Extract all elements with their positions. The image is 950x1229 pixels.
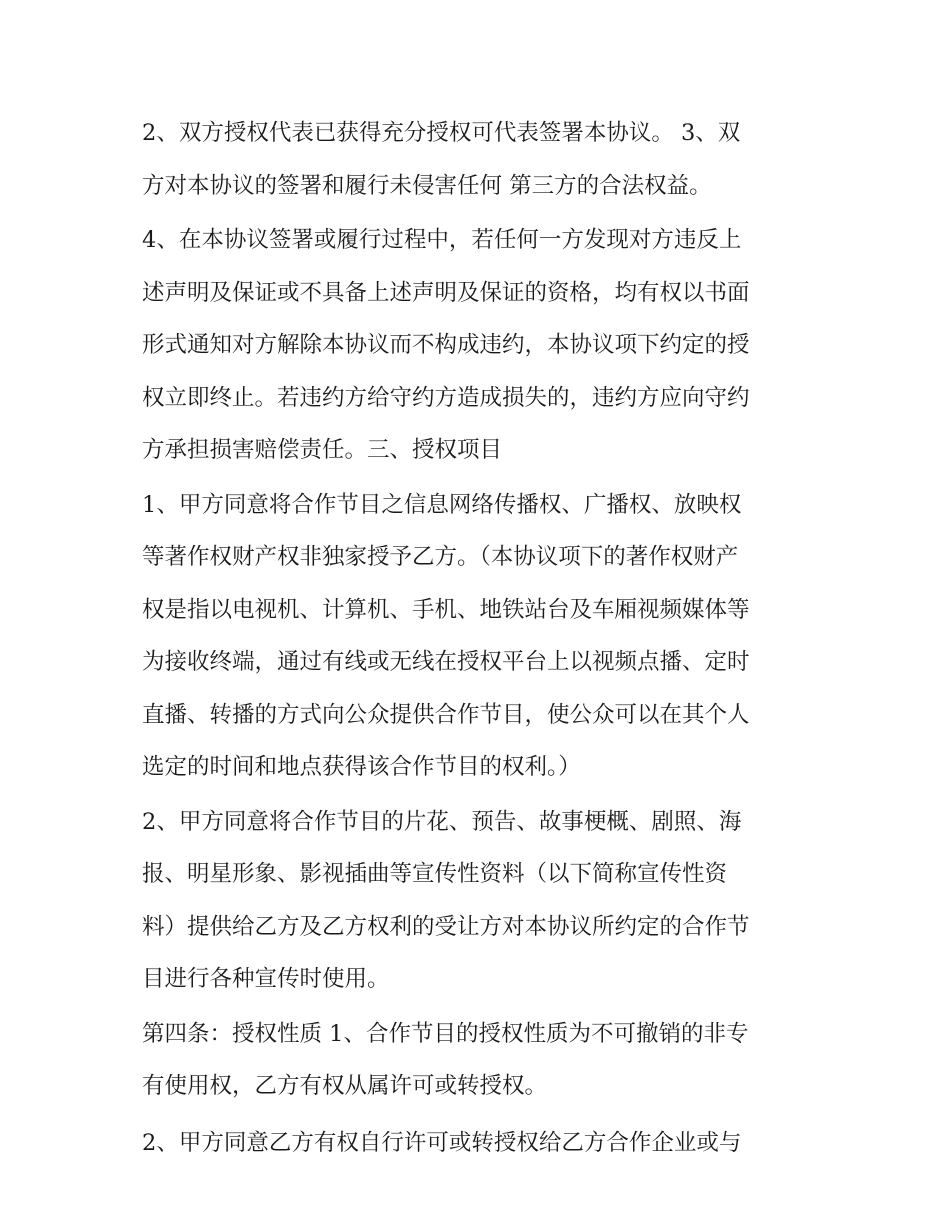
text-line: 形式通知对方解除本协议而不构成违约，本协议项下约定的授 <box>142 332 750 358</box>
paragraph-sublicense <box>142 1117 812 1170</box>
text-line: 第四条：授权性质 1、合作节目的授权性质为不可撤销的非专 <box>142 1020 749 1047</box>
text-line: 2、双方授权代表已获得充分授权可代表签署本协议。 3、双 <box>142 120 741 146</box>
text-line: 方对本协议的签署和履行未侵害任何 第三方的合法权益。 <box>142 172 712 199</box>
text-line: 选定的时间和地点获得该合作节目的权利。） <box>142 754 581 780</box>
text-line: 有使用权，乙方有权从属许可或转授权。 <box>142 1073 548 1099</box>
text-line: 等著作权财产权非独家授予乙方。（本协议项下的著作权财产 <box>142 544 739 570</box>
paragraph-authorized-rights <box>142 479 812 794</box>
paragraph-breach-termination <box>142 214 812 477</box>
text-line: 为接收终端，通过有线或无线在授权平台上以视频点播、定时 <box>142 649 750 675</box>
paragraph-article-four-nature <box>142 1008 812 1113</box>
text-line: 目进行各种宣传时使用。 <box>142 966 390 992</box>
paragraph-representations-authority <box>142 107 812 212</box>
text-line: 2、甲方同意乙方有权自行许可或转授权给乙方合作企业或与 <box>142 1129 742 1156</box>
text-line: 1、甲方同意将合作节目之信息网络传播权、广播权、放映权 <box>142 491 742 518</box>
text-line: 直播、转播的方式向公众提供合作节目，使公众可以在其个人 <box>142 701 750 728</box>
text-line: 权是指以电视机、计算机、手机、地铁站台及车厢视频媒体等 <box>142 596 750 623</box>
text-line: 方承担损害赔偿责任。三、授权项目 <box>142 437 503 463</box>
text-line: 述声明及保证或不具备上述声明及保证的资格，均有权以书面 <box>142 279 750 306</box>
text-line: 2、甲方同意将合作节目的片花、预告、故事梗概、剧照、海 <box>142 808 742 835</box>
document-body <box>142 107 812 1169</box>
text-line: 权立即终止。若违约方给守约方造成损失的，违约方应向守约 <box>142 384 750 411</box>
text-line: 报、明星形象、影视插曲等宣传性资料（以下简称宣传性资 <box>142 861 728 887</box>
text-line: 料）提供给乙方及乙方权利的受让方对本协议所约定的合作节 <box>142 913 750 940</box>
paragraph-promotional-materials <box>142 796 812 1006</box>
text-line: 4、在本协议签署或履行过程中，若任何一方发现对方违反上 <box>142 227 742 253</box>
